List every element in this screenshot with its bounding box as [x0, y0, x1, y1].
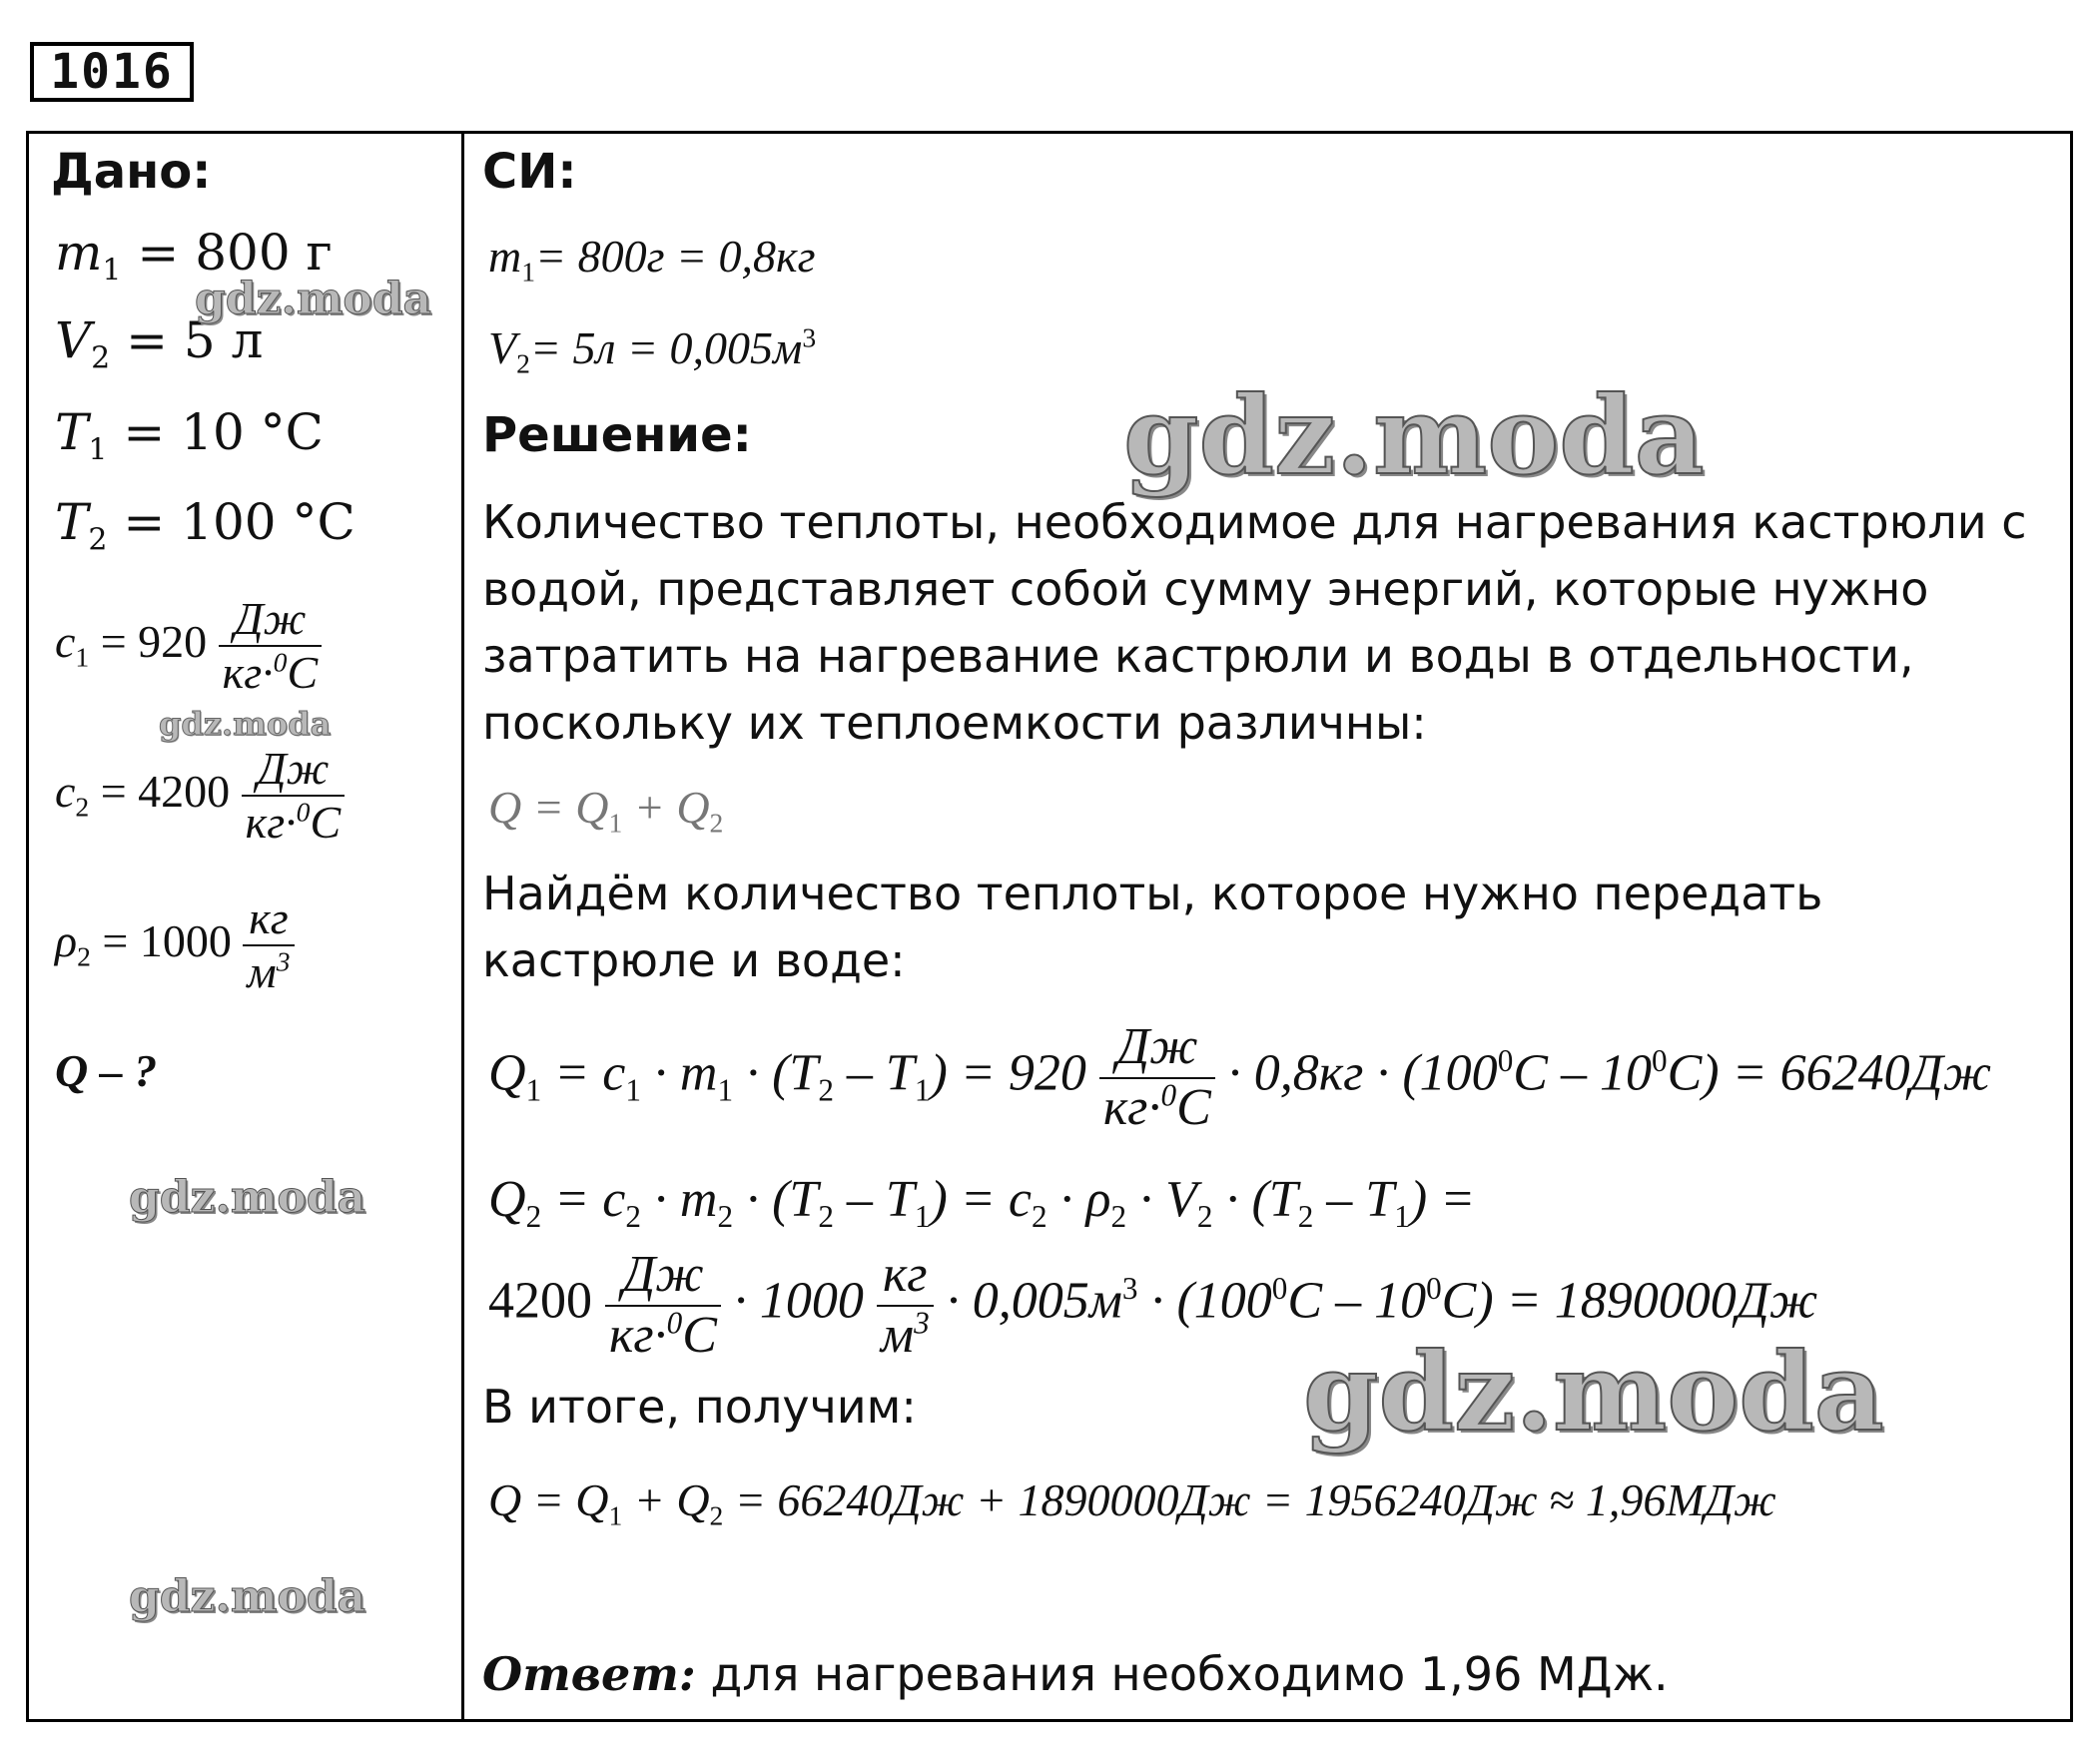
si-v2: $V_2= 5л = 0,005м^3$ [488, 321, 817, 379]
given-v2: $V_2 = 5$ л [55, 311, 264, 376]
given-t1: $T_1 = 10$ °C [55, 403, 324, 468]
answer-text: для нагревания необходимо 1,96 МДж. [695, 1647, 1669, 1701]
unit-fraction: $\frac{кг}{м^3}$ [243, 894, 294, 997]
result-label: В итоге, получим: [482, 1380, 917, 1434]
given-rho2: $\rho_2 = 1000$ $\frac{кг}{м^3}$ [55, 894, 295, 997]
watermark: gdz.moda [1123, 373, 1705, 499]
watermark: gdz.moda [195, 274, 432, 324]
unit-fraction: $\frac{Дж}{кг\cdot^0C}$ [242, 745, 345, 848]
solution-heading: Решение: [482, 407, 752, 463]
given-c2: $c_2 = 4200$ $\frac{Дж}{кг\cdot^0C}$ [55, 745, 345, 848]
column-divider [461, 134, 464, 1719]
problem-number: 1016 [30, 42, 194, 102]
watermark: gdz.moda [129, 1172, 366, 1223]
watermark: gdz.moda [159, 705, 332, 743]
watermark: gdz.moda [129, 1571, 366, 1622]
unit-fraction: $\frac{Дж}{кг\cdot^0C}$ [219, 595, 322, 698]
solution-paragraph-2: Найдём количество теплоты, которое нужно передать кастрюле и воде: [482, 867, 1823, 987]
answer-label: Ответ: [482, 1647, 696, 1701]
si-heading: СИ: [482, 144, 577, 200]
equation-sum: $Q = Q_1 + Q_2$ [488, 782, 724, 839]
equation-q2-line2: 4200 $\frac{Дж}{кг\cdot^0C}$ · 1000 $\frac{кг}{м^3}$ · $0,005м^3 \cdot (100^0C - 10^0C) = 1890000Дж$ [488, 1246, 1818, 1364]
answer-line [482, 1647, 1669, 1701]
equation-total: $Q = Q_1 + Q_2 = 66240Дж + 1890000Дж = 1956240Дж \approx 1,96МДж$ [488, 1474, 1776, 1531]
solution-sheet [26, 131, 2073, 1722]
equation-q2-line1: $Q_2 = c_2 \cdot m_2 \cdot (T_2 - T_1) = c_2 \cdot \rho_2 \cdot V_2 \cdot (T_2 - T_1)$ = [488, 1171, 1476, 1234]
given-t2: $T_2 = 100$ °C [55, 493, 355, 558]
given-heading: Дано: [51, 144, 212, 200]
equation-q1: $Q_1 = c_1 \cdot m_1 \cdot (T_2 - T_1) = 920$ $\frac{Дж}{кг\cdot^0C}$ · $0,8кг \cdot (100^0C - 10^0C) = 66240Дж$ [488, 1018, 1992, 1136]
given-question: Q – ? [55, 1045, 158, 1096]
watermark: gdz.moda [1303, 1330, 1884, 1456]
si-m1: $m_1= 800г = 0,8кг$ [488, 231, 816, 288]
given-c1: $c_1 = 920$ $\frac{Дж}{кг\cdot^0C}$ [55, 595, 322, 698]
given-m1: $m_1 = 800$ г [55, 224, 333, 289]
solution-paragraph-1: Количество теплоты, необходимое для нагревания кастрюли с водой, представляет собой сумму энергий, которые нужно затратить на нагревание кастрюли и воды в отдельности, поскольку их теплоемкости различны: [482, 495, 2027, 750]
